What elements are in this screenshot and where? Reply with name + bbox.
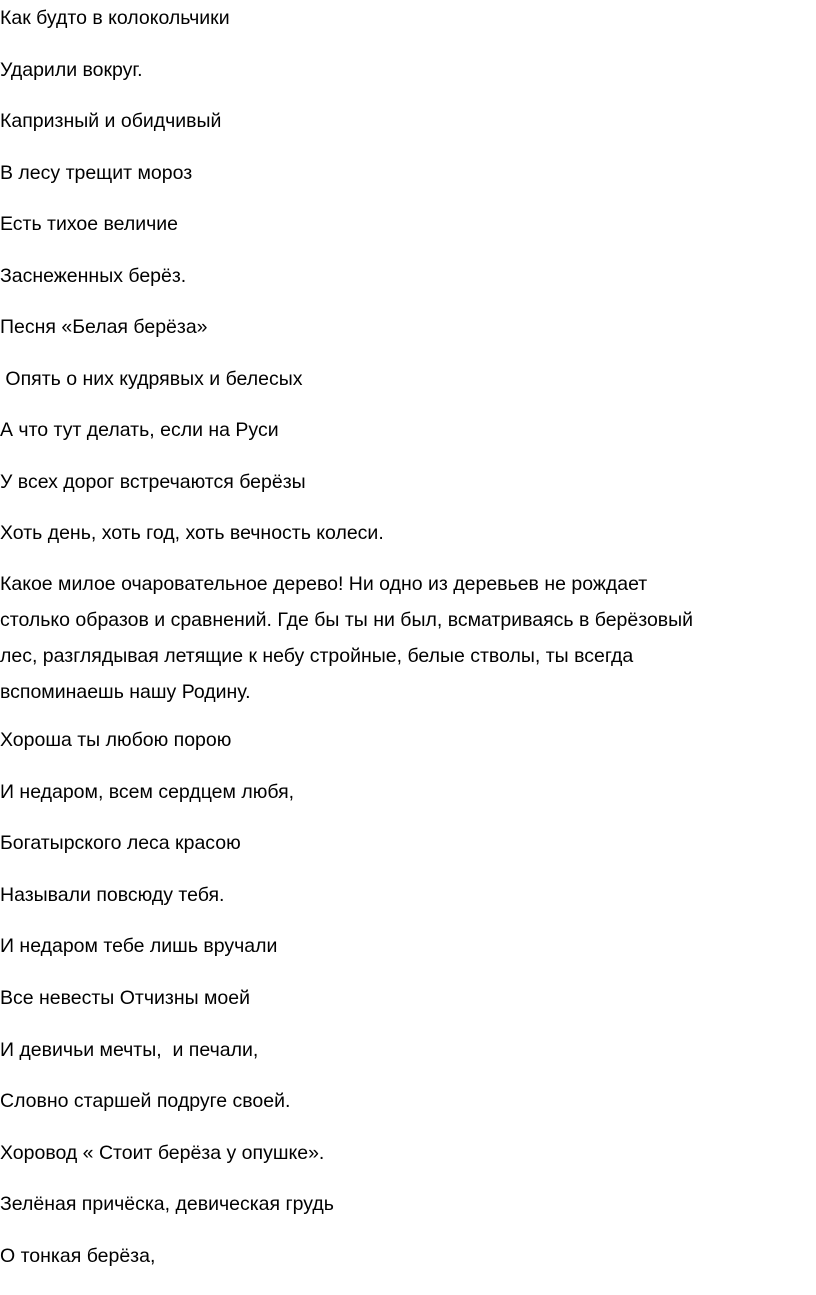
- poem-line: Как будто в колокольчики: [0, 7, 230, 29]
- song-title: Песня «Белая берёза»: [0, 316, 208, 338]
- poem-line: Капризный и обидчивый: [0, 110, 222, 132]
- poem-line: Ударили вокруг.: [0, 59, 143, 81]
- poem-line: Хоть день, хоть год, хоть вечность колеси.: [0, 522, 384, 544]
- poem-line: Богатырского леса красою: [0, 832, 241, 854]
- poem-line: Зелёная причёска, девическая грудь: [0, 1193, 334, 1215]
- poem-line: Опять о них кудрявых и белесых: [0, 368, 303, 390]
- paragraph-line: лес, разглядывая летящие к небу стройные, белые стволы, ты всегда: [0, 645, 634, 667]
- poem-line: В лесу трещит мороз: [0, 162, 193, 184]
- poem-line: Все невесты Отчизны моей: [0, 987, 251, 1009]
- poem-line: И недаром тебе лишь вручали: [0, 935, 278, 957]
- poem-line: И девичьи мечты, и печали,: [0, 1039, 259, 1061]
- paragraph-line: Какое милое очаровательное дерево! Ни одно из деревьев не рождает: [0, 573, 648, 595]
- poem-line: Хороша ты любою порою: [0, 729, 232, 751]
- poem-line: И недаром, всем сердцем любя,: [0, 781, 295, 803]
- poem-line: О тонкая берёза,: [0, 1245, 156, 1267]
- prose-paragraph: [0, 566, 806, 710]
- dance-title: Хоровод « Стоит берёза у опушке».: [0, 1142, 325, 1164]
- paragraph-line: столько образов и сравнений. Где бы ты ни был, всматриваясь в берёзовый: [0, 609, 694, 631]
- paragraph-line: вспоминаешь нашу Родину.: [0, 681, 251, 703]
- poem-line: Словно старшей подруге своей.: [0, 1090, 291, 1112]
- poem-line: У всех дорог встречаются берёзы: [0, 471, 306, 493]
- poem-line: Называли повсюду тебя.: [0, 884, 225, 906]
- poem-line: А что тут делать, если на Руси: [0, 419, 279, 441]
- poem-line: Заснеженных берёз.: [0, 265, 187, 287]
- poem-line: Есть тихое величие: [0, 213, 179, 235]
